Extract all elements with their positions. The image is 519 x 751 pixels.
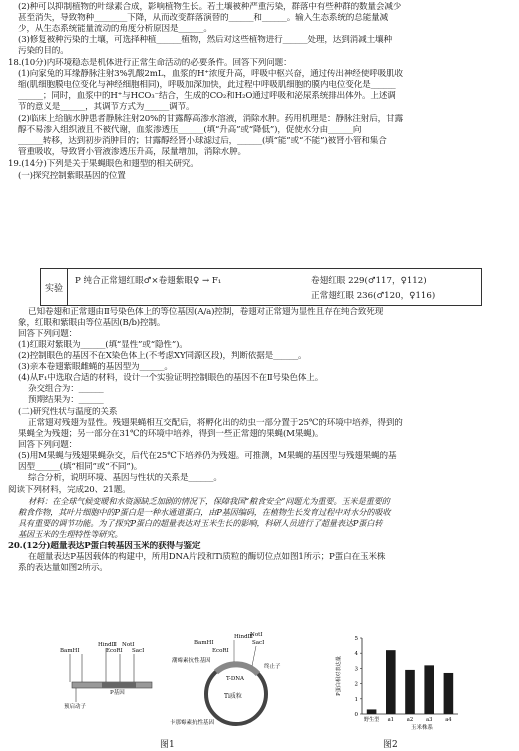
text-line: 在超量表达P基因载体的构建中，所用DNA片段和Ti质粒的酶切位点如图1所示；P蛋白在玉米株 (28, 552, 386, 562)
bar-a2 (405, 670, 415, 714)
text-line: (二)研究性状与温度的关系 (18, 407, 118, 417)
bamhi-site-label: BamHⅠ (60, 648, 80, 654)
text-line: 醇不易渗入组织液且不被代谢，血浆渗透压______(填“升高”或“降低”)，促使水分由______向 (18, 125, 362, 135)
figure-1 (44, 632, 294, 744)
bar-a3 (424, 665, 434, 714)
figure-1-caption: 图1 (160, 740, 175, 750)
bar-a4 (444, 673, 454, 714)
text-line: (2)控制眼色的基因不在X染色体上(不考虑XY同源区段)，判断依据是______。 (18, 351, 307, 361)
y-tick-label: 3 (354, 666, 358, 673)
experiment-label: 实验 (41, 269, 68, 305)
text-line: 回答下列问题： (18, 329, 78, 339)
text-line: 19.(14分)下列是关于果蝇眼色和翅型的相关研究。 (8, 159, 199, 169)
saci-site-label: SacⅠ (132, 648, 145, 654)
tdna-label: T-DNA (226, 676, 245, 682)
x-tick-label: a4 (445, 717, 452, 723)
text-line: 正常翅对残翅为显性。残翅果蝇相互交配后，将孵化出的幼虫一部分置于25℃的环境中培养，得到的 (28, 418, 403, 428)
ti-plasmid-diagram (170, 632, 281, 726)
y-tick-label: 0 (354, 712, 358, 718)
f1-result-2: 正常翅红眼 236(♂120，♀116) (311, 291, 436, 301)
figure-2-caption: 图2 (383, 740, 398, 750)
text-line: 杂交组合为：______ (28, 384, 104, 394)
text-line: 综合分析，说明环境、基因与性状的关系是______。 (28, 473, 222, 483)
text-line: (2)种可以抑制植物的叶绿素合成，影响植物生长。若土壤被种严重污染，群落中有些种群的数量会减少 (18, 2, 402, 12)
text-line: (4)从F₁中选取合适的材料，设计一个实验证明控制眼色的基因不在Ⅱ号染色体上。 (18, 373, 324, 383)
text-line: (5)用M果蝇与残翅果蝇杂交，后代在25℃下培养仍为残翅。可推测，M果蝇的基因型与残翅果蝇的基 (18, 451, 397, 461)
text-line: 阅读下列材料，完成20、21题。 (8, 485, 131, 495)
y-tick-label: 4 (354, 651, 358, 658)
text-line: (3)修复被种污染的土壤，可选择种植______植物，然后对这些植物进行______处理，达到消减土壤种 (18, 35, 392, 45)
text-line: 已知卷翅和正常翅由Ⅱ号染色体上的等位基因(A/a)控制，卷翅对正常翅为显性且存在纯合致死现 (28, 307, 384, 317)
p-gene-label: P基因 (110, 690, 125, 696)
x-tick-label: a3 (425, 717, 433, 723)
text-line: (3)亲本卷翅紫眼雌蝇的基因型为______。 (18, 362, 173, 372)
text-line: 果蝇全为残翅；另一部分在31℃的环境中培养，得到一些正常翅的果蝇(M果蝇)。 (18, 429, 324, 439)
plasmid-ecori-label: EcoRⅠ (212, 648, 229, 654)
text-line: 少，从生态系统能量流动的角度分析原因是______。 (18, 24, 212, 34)
promoter-label: 预启动子 (64, 704, 87, 710)
x-axis-label: 玉米株系 (410, 725, 434, 731)
text-line: 基因玉米的生理特性等研究。 (18, 529, 123, 539)
y-tick-label: 2 (354, 681, 358, 688)
text-line: (2)临床上给脑水肿患者静脉注射20%的甘露醇高渗水溶液，消除水肿。药用机理是：静脉注射后，甘露 (18, 114, 404, 124)
plasmid-noti-label: NotⅠ (250, 632, 263, 638)
ecori-site-label: EcoRⅠ (106, 648, 123, 654)
text-line: ______转移，达到初步消肿目的；甘露醇经肾小球滤过后，______(填“能”或“不能”)被肾小管和集合 (18, 136, 387, 146)
f1-result-1: 卷翅红眼 229(♂117，♀112) (311, 276, 427, 286)
x-tick-label: 野生型 (363, 717, 380, 723)
text-line: 污染的目的。 (18, 46, 69, 56)
text-line: 具有重要的调节功能。为了探究P蛋白的超量表达对玉米生长的影响，科研人员进行了超量表达P蛋白转 (18, 518, 383, 528)
terminator-label: 终止子 (264, 664, 281, 670)
text-line: (1)红眼对紫眼为______(填“显性”或“隐性”)。 (18, 340, 188, 350)
text-line: 管重吸收，导致肾小管液渗透压升高，尿量增加，消除水肿。 (18, 147, 246, 157)
x-tick-label: a2 (406, 717, 414, 723)
text-line: 回答下列问题： (18, 440, 78, 450)
text-line: 18.(10分)内环境稳态是机体进行正常生命活动的必要条件。回答下列问题： (8, 58, 292, 68)
experiment-cross: P 纯合正常翅红眼♂×卷翅紫眼♀ → F₁ (75, 276, 222, 286)
ti-plasmid-label: Ti质粒 (224, 693, 242, 700)
text-line: (一)探究控制紫眼基因的位置 (18, 171, 126, 181)
text-line: 因型______(填“相同”或“不同”)。 (18, 462, 143, 472)
plasmid-bamhi-label: BamHⅠ (194, 640, 214, 646)
text-line: 材料：在全球气候变暖和水资源缺乏加剧的情况下，保障我国“粮食安全”问题尤为重要。玉米是重要的 (28, 496, 390, 506)
text-line: 节的意义是______，其调节方式为______调节。 (18, 102, 195, 112)
y-tick-label: 1 (354, 696, 358, 703)
text-line: 粮食作物，其叶片细胞中的P蛋白是一种水通道蛋白，由P基因编码，在植物生长发育过程中对水分的吸收 (18, 507, 391, 517)
plasmid-hindiii-label: HindⅢ (234, 634, 253, 640)
kanamycin-label: 卡那霉素抗性基因 (170, 720, 215, 726)
text-line: 预期结果为：______ (28, 395, 104, 405)
x-tick-label: a1 (387, 717, 395, 723)
y-tick-label: 5 (354, 636, 358, 642)
bar-a1 (386, 650, 396, 714)
text-line: 甚至消失，导致物种________下降，从而改变群落演替的______和______。输入生态系统的总能量减 (18, 13, 389, 23)
dna-fragment-diagram (60, 642, 152, 710)
figure-2-chart (332, 630, 464, 732)
text-line: 象，红眼和紫眼由等位基因(B/b)控制。 (18, 318, 166, 328)
text-line: 缩(肌细胞膜电位变化与神经细胞相同)，呼吸加深加快，此过程中呼吸肌细胞的膜内电位变化是______ (18, 80, 396, 90)
bar-野生型 (367, 709, 377, 714)
text-line: 20.(12分)超量表达P蛋白转基因玉米的获得与鉴定 (8, 541, 201, 551)
text-line: (1)向家兔的耳缘静脉注射3%乳酸2mL，血浆的H⁺浓度升高，呼吸中枢兴奋，通过传出神经使呼吸肌收 (18, 69, 403, 79)
hindiii-site-label: HindⅢ (98, 642, 117, 648)
plasmid-saci-label: SacⅠ (252, 640, 265, 646)
hygromycin-label: 潮霉素抗性基因 (172, 658, 211, 664)
text-line: ______；同时，血浆中的H⁺与HCO₃⁻结合，生成的CO₂和H₂O通过呼吸和泌尿系统排出体外。上述调 (18, 91, 396, 101)
y-axis-label: P蛋白相对表达量 (336, 656, 342, 696)
experiment-table (40, 268, 482, 306)
noti-site-label: NotⅠ (122, 642, 135, 648)
text-line: 系的表达量如图2所示。 (18, 563, 108, 573)
